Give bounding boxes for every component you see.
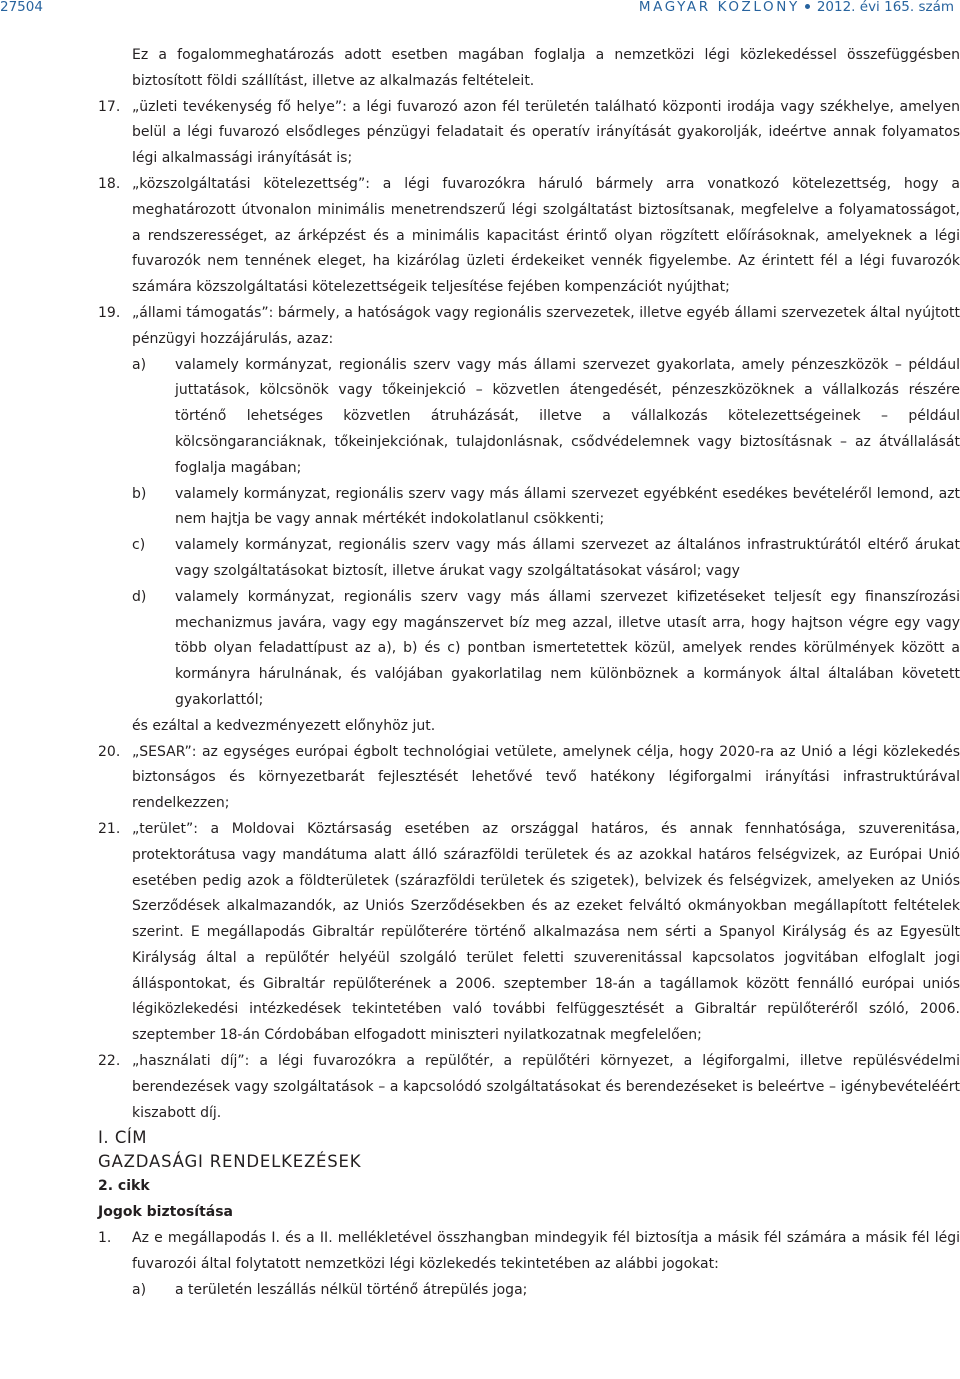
paragraph-text: Az e megállapodás I. és a II. mellékletével összhangban mindegyik fél biztosítja a másik fél számára a másik fél légi fuvarozói által folytatott nemzetközi légi közlekedés tekintetében az alábbi jogokat: — [132, 1230, 960, 1272]
definition-item — [98, 95, 960, 172]
sub-item-text: valamely kormányzat, regionális szerv vagy más állami szervezet gyakorlata, amely pénzeszközök – például juttatások, kölcsönök vagy tőkeinjekció – közvetlen átengedését, pénzeszközöknek a vállalkozás részére történő lehetséges közvetlen átruházását, illetve a vállalkozás kötelezettségeinek – például kölcsöngaranciáknak, tőkeinjekciónak, tulajdonlásnak, csődvédelemnek vagy biztosításnak – az átvállalását foglalja magában; — [175, 356, 960, 476]
item-number: 22. — [98, 1053, 121, 1070]
page-header — [0, 0, 960, 16]
sub-item-label: c) — [132, 537, 146, 554]
sub-item — [132, 482, 960, 534]
sub-item-label: a) — [132, 1281, 147, 1298]
definition-item — [98, 301, 960, 353]
title-part: I. CÍM — [98, 1128, 147, 1148]
sub-item-text: a területén leszállás nélkül történő átrepülés joga; — [175, 1281, 528, 1298]
item-number: 20. — [98, 743, 121, 760]
item-number: 19. — [98, 304, 121, 321]
paragraph-number: 1. — [98, 1230, 112, 1247]
definition-item — [98, 172, 960, 301]
item-text: „SESAR”: az egységes európai égbolt technológiai vetülete, amelynek célja, hogy 2020-ra az Unió a légi közlekedés biztonságos és környezetbarát fejlesztését lehetővé tevő hatékony légiforgalmi irányítási infrastruktúrával rendelkezzen; — [132, 743, 960, 812]
article-heading: Jogok biztosítása — [98, 1204, 233, 1221]
item-text: „állami támogatás”: bármely, a hatóságok vagy regionális szervezetek, illetve egyéb állami szervezetek által nyújtott pénzügyi hozzájárulás, azaz: — [132, 304, 960, 347]
item-text: „használati díj”: a légi fuvarozókra a repülőtér, a repülőtéri környezet, a légiforgalmi, illetve repülésvédelmi berendezések vagy szolgáltatások – a kapcsolódó szolgáltatásokat és berendezéseket is beleértve – igénybevételéért kiszabott díj. — [132, 1053, 960, 1121]
sub-item — [132, 353, 960, 482]
intro-paragraph: Ez a fogalommeghatározás adott esetben magában foglalja a nemzetközi légi közlekedéssel összefüggésben biztosított földi szállítást, illetve az alkalmazás feltételeit. — [132, 47, 960, 89]
definition-item — [98, 1049, 960, 1126]
sub-item — [132, 1278, 960, 1304]
sub-item-text: valamely kormányzat, regionális szerv vagy más állami szervezet egyébként esedékes bevételéről lemond, azt nem hajtja be vagy annak mértékét indokolatlanul csökkenti; — [175, 485, 960, 528]
article-number: 2. cikk — [98, 1178, 150, 1195]
document-body — [98, 43, 960, 1303]
item-text: „üzleti tevékenység fő helye”: a légi fuvarozó azon fél területén található központi irodája vagy székhelye, amelyen belül a légi fuvarozó elsődleges pénzügyi feladatait és operatív irányítását gyakorolják, ideértve annak folyamatos légi alkalmassági irányítását is; — [132, 98, 960, 167]
definition-item — [98, 817, 960, 1049]
item-text: „közszolgáltatási kötelezettség”: a légi fuvarozókra háruló bármely arra vonatkozó kötelezettség, hogy a meghatározott útvonalon minimális menetrendszerű légi szolgáltatást biztosítsanak, megfelelve a folyamatosságot, a rendszerességet, az árképzést és a minimális kapacitást érintő olyan rögzített előírásoknak, amelyeknek a légi fuvarozók nem tennének eleget, ha kizárólag üzleti érdekeiket vennék figyelembe. Az érintett fél a légi fuvarozók számára közszolgáltatási kötelezettségeik teljesítése fejében kompenzációt nyújthat; — [132, 175, 960, 296]
sub-item-label: b) — [132, 485, 147, 502]
item-19-tail: és ezáltal a kedvezményezett előnyhöz jut. — [132, 717, 436, 734]
sub-item — [132, 533, 960, 585]
sub-item — [132, 585, 960, 714]
page-number: 27504 — [0, 0, 43, 15]
journal-name: MAGYAR KÖZLÖNY — [638, 0, 800, 15]
article-paragraph — [98, 1226, 960, 1278]
sub-item-text: valamely kormányzat, regionális szerv vagy más állami szervezet kifizetéseket teljesít egy finanszírozási mechanizmus javára, vagy egy magánszervet bíz meg azzal, illetve utasít arra, hogy hajtson végre egy vagy több olyan feladattípust az a), b) és c) pontban ismertetettek közül, amelyek rendes körülmények között a kormányra hárulnának, és valójában gyakorlatilag nem különböznek a kormányok által általában követett gyakorlattól; — [175, 588, 960, 708]
sub-item-label: a) — [132, 356, 147, 373]
item-text: „terület”: a Moldovai Köztársaság esetében az országgal határos, és annak fennhatósága, szuverenitása, protektorátusa vagy mandátuma alatt álló szárazföldi területek és az azokkal határos felségvizek, az Európai Unió esetében pedig azok a földterületek (szárazföldi területek és szigetek), belvizek és felségvizek, amelyeken az Uniós Szerződések alkalmazandók, az Uniós Szerződésekben és az ezeket felváltó okmányokban megállapított feltételek szerint. E megállapodás Gibraltár repülőterére történő alkalmazása nem sérti a Spanyol Királyság és az Egyesült Királyság által a repülőtér helyéül szolgáló terület feletti szuverenitással kapcsolatos jogvitában elfoglalt jogi álláspontokat, és Gibraltár repülőterének a 2006. szeptember 18-án a tagállamok között fennálló európai uniós légiközlekedési intézkedések tekintetében való további felfüggesztését a Gibraltár repülőteréről szóló, 2006. szeptember 18-án Córdobában elfogadott miniszteri nyilatkozatnak megfelelően; — [132, 820, 960, 1044]
sub-item-text: valamely kormányzat, regionális szerv vagy más állami szervezet az általános infrastruktúrától eltérő árukat vagy szolgáltatásokat biztosít, illetve árukat vagy szolgáltatásokat vásárol; vagy — [175, 537, 960, 579]
title-name: GAZDASÁGI RENDELKEZÉSEK — [98, 1152, 362, 1172]
item-number: 21. — [98, 820, 121, 837]
issue-label: 2012. évi 165. szám — [816, 0, 954, 15]
sub-item-label: d) — [132, 588, 147, 605]
item-number: 17. — [98, 98, 121, 115]
bullet-dot-icon — [805, 4, 810, 9]
journal-info — [639, 0, 954, 14]
definition-item — [98, 740, 960, 817]
item-number: 18. — [98, 175, 121, 192]
